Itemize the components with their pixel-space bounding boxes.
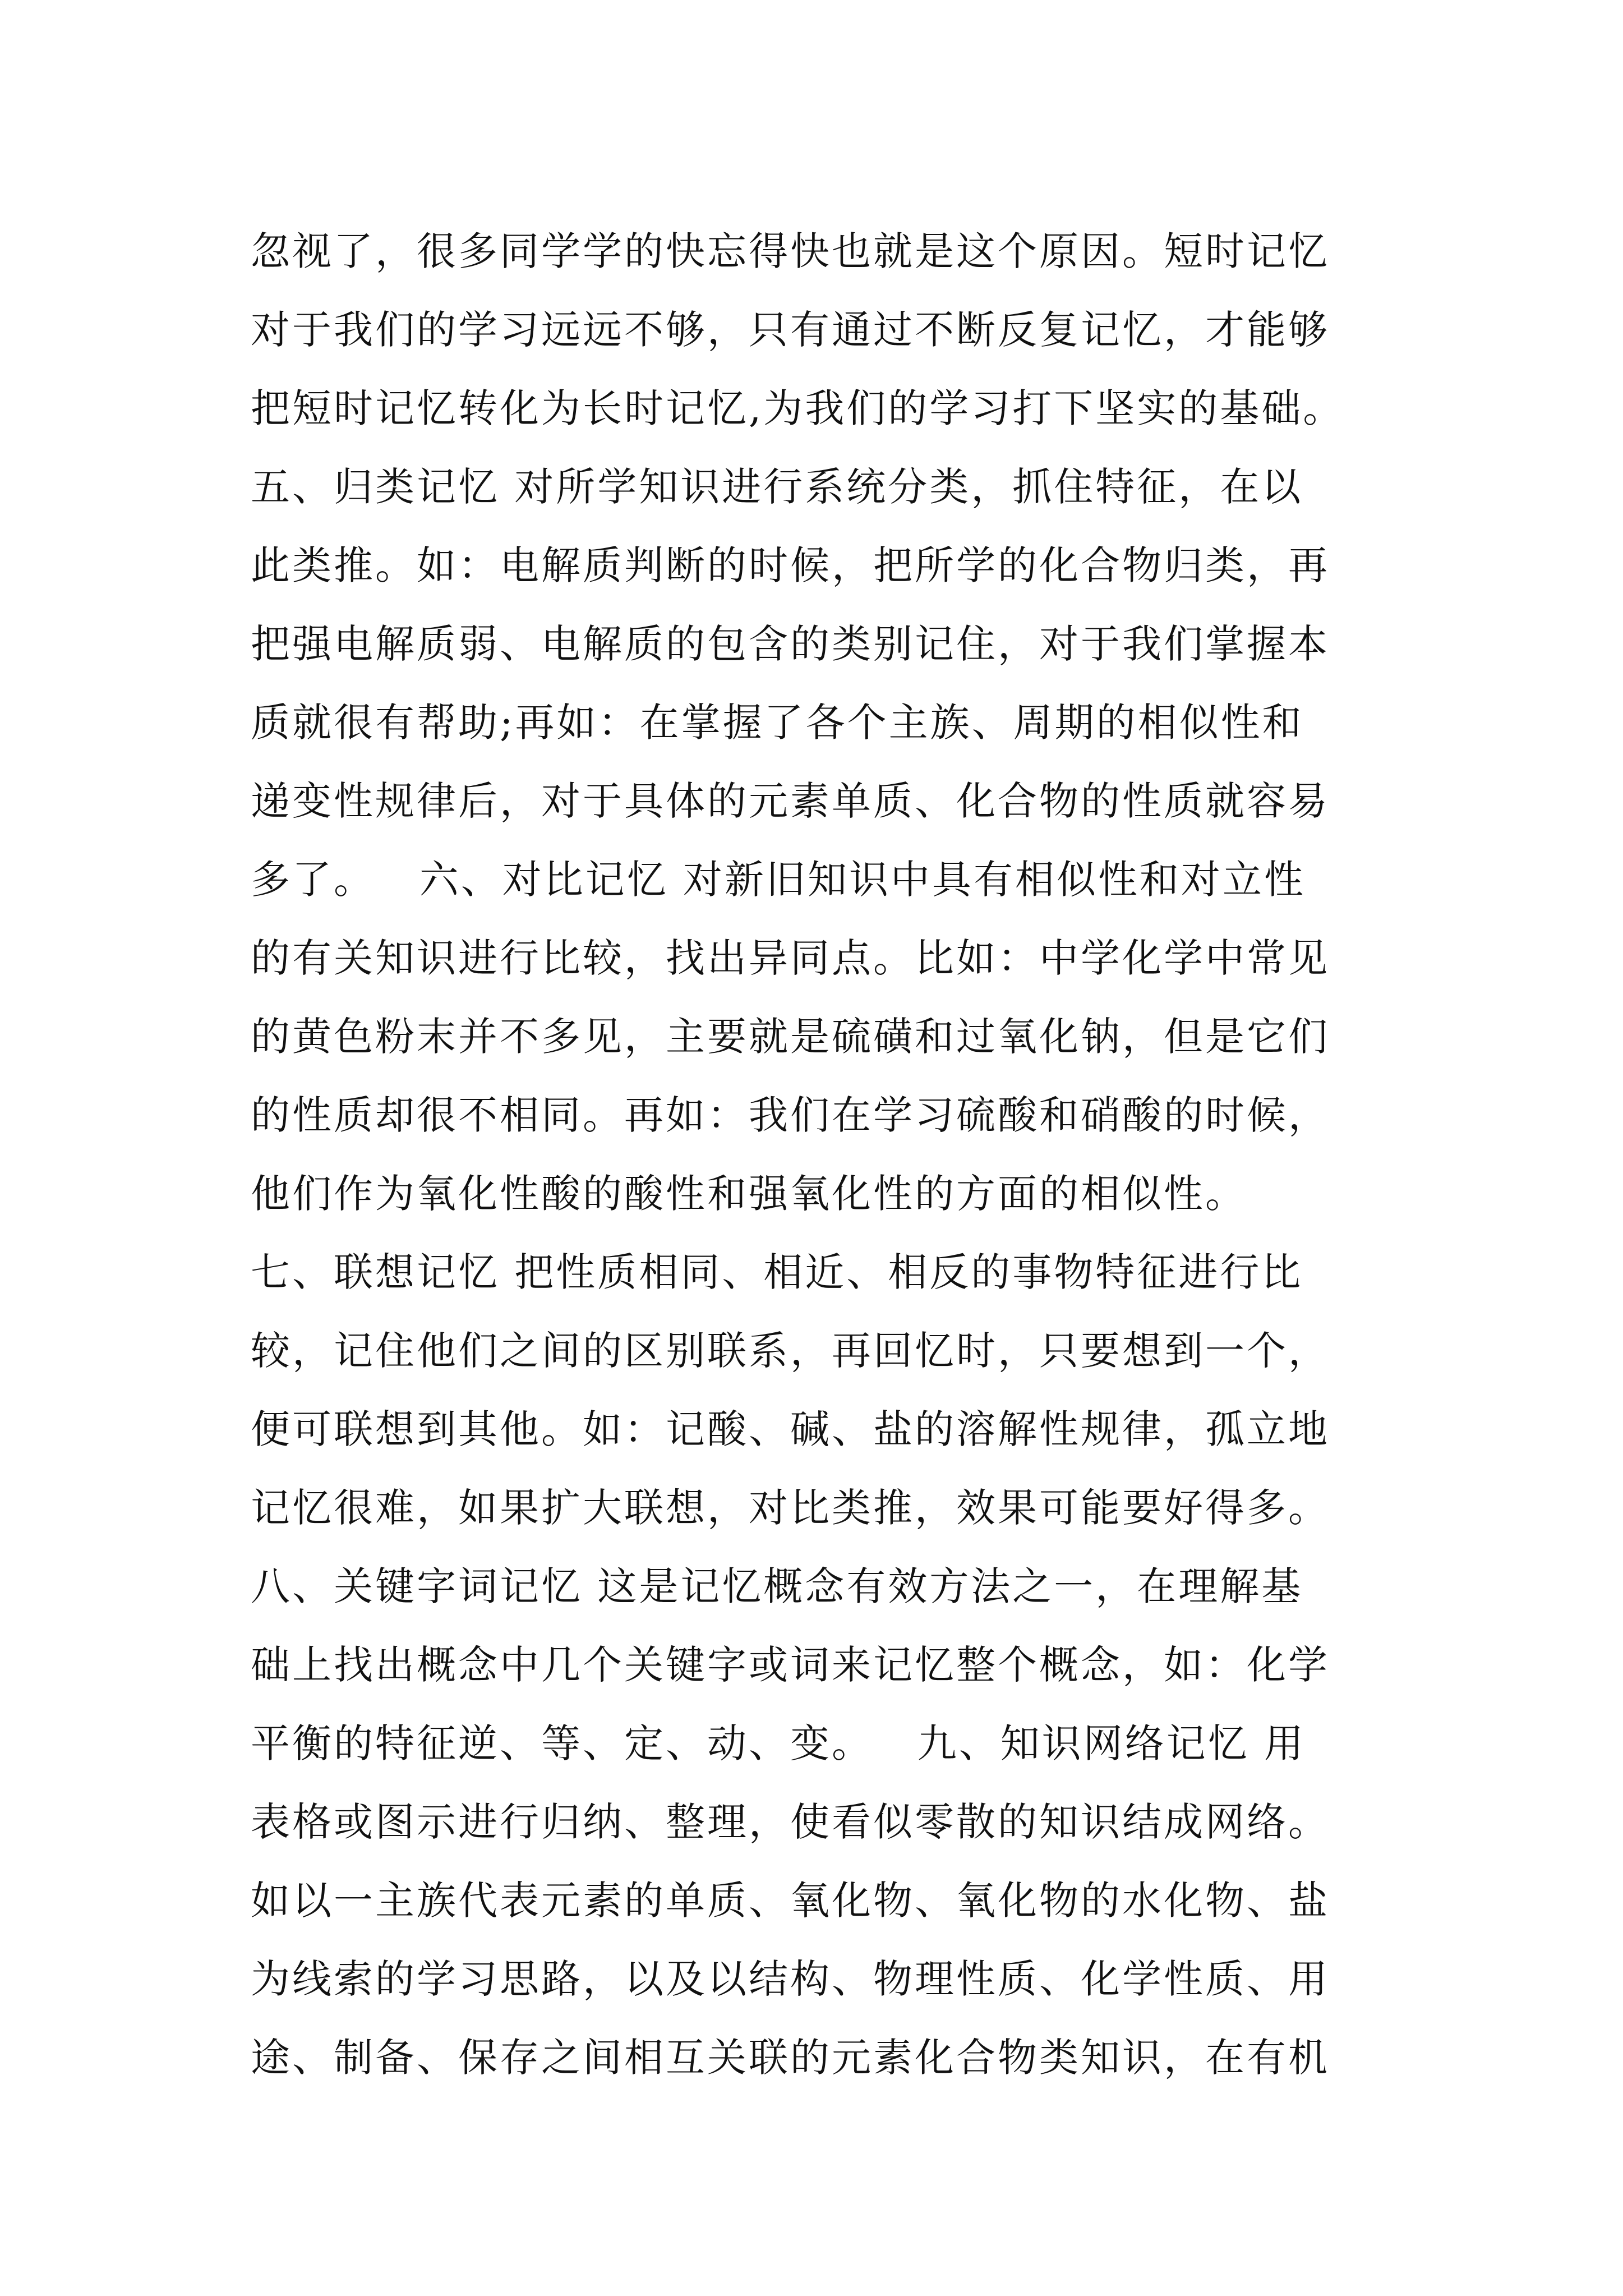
text-line: 记忆很难，如果扩大联想，对比类推，效果可能要好得多。 <box>251 1485 1330 1531</box>
text-line: 质就很有帮助;再如：在掌握了各个主族、周期的相似性和 <box>251 700 1304 746</box>
text-line: 为线索的学习思路，以及以结构、物理性质、化学性质、用 <box>251 1956 1330 2002</box>
text-line: 递变性规律后，对于具体的元素单质、化合物的性质就容易 <box>251 778 1330 824</box>
text-line: 的性质却很不相同。再如：我们在学习硫酸和硝酸的时候， <box>251 1092 1330 1138</box>
text-line: 七、联想记忆 把性质相同、相近、相反的事物特征进行比 <box>251 1249 1303 1295</box>
text-line: 的有关知识进行比较，找出异同点。比如：中学化学中常见 <box>251 935 1330 981</box>
text-line: 把短时记忆转化为长时记忆,为我们的学习打下坚实的基础。 <box>251 385 1345 431</box>
text-line: 五、归类记忆 对所学知识进行系统分类，抓住特征，在以 <box>251 464 1303 510</box>
text-line: 八、关键字词记忆 这是记忆概念有效方法之一，在理解基 <box>251 1563 1303 1609</box>
text-line: 多了。 六、对比记忆 对新旧知识中具有相似性和对立性 <box>251 857 1306 903</box>
text-line: 较，记住他们之间的区别联系，再回忆时，只要想到一个， <box>251 1328 1330 1374</box>
body-text <box>251 212 1389 2097</box>
text-line: 对于我们的学习远远不够，只有通过不断反复记忆，才能够 <box>251 307 1330 353</box>
text-line: 此类推。如：电解质判断的时候，把所学的化合物归类，再 <box>251 542 1330 588</box>
text-line: 平衡的特征逆、等、定、动、变。 九、知识网络记忆 用 <box>251 1720 1306 1766</box>
text-line: 的黄色粉末并不多见，主要就是硫磺和过氧化钠，但是它们 <box>251 1014 1330 1060</box>
text-line: 便可联想到其他。如：记酸、碱、盐的溶解性规律，孤立地 <box>251 1406 1330 1452</box>
text-line: 忽视了，很多同学学的快忘得快也就是这个原因。短时记忆 <box>251 228 1330 274</box>
text-line: 如以一主族代表元素的单质、氧化物、氧化物的水化物、盐 <box>251 1878 1330 1924</box>
text-line: 途、制备、保存之间相互关联的元素化合物类知识，在有机 <box>251 2035 1330 2081</box>
text-line: 础上找出概念中几个关键字或词来记忆整个概念，如：化学 <box>251 1642 1330 1688</box>
text-line: 表格或图示进行归纳、整理，使看似零散的知识结成网络。 <box>251 1799 1330 1845</box>
text-line: 他们作为氧化性酸的酸性和强氧化性的方面的相似性。 <box>251 1171 1247 1217</box>
text-line: 把强电解质弱、电解质的包含的类别记住，对于我们掌握本 <box>251 621 1330 667</box>
